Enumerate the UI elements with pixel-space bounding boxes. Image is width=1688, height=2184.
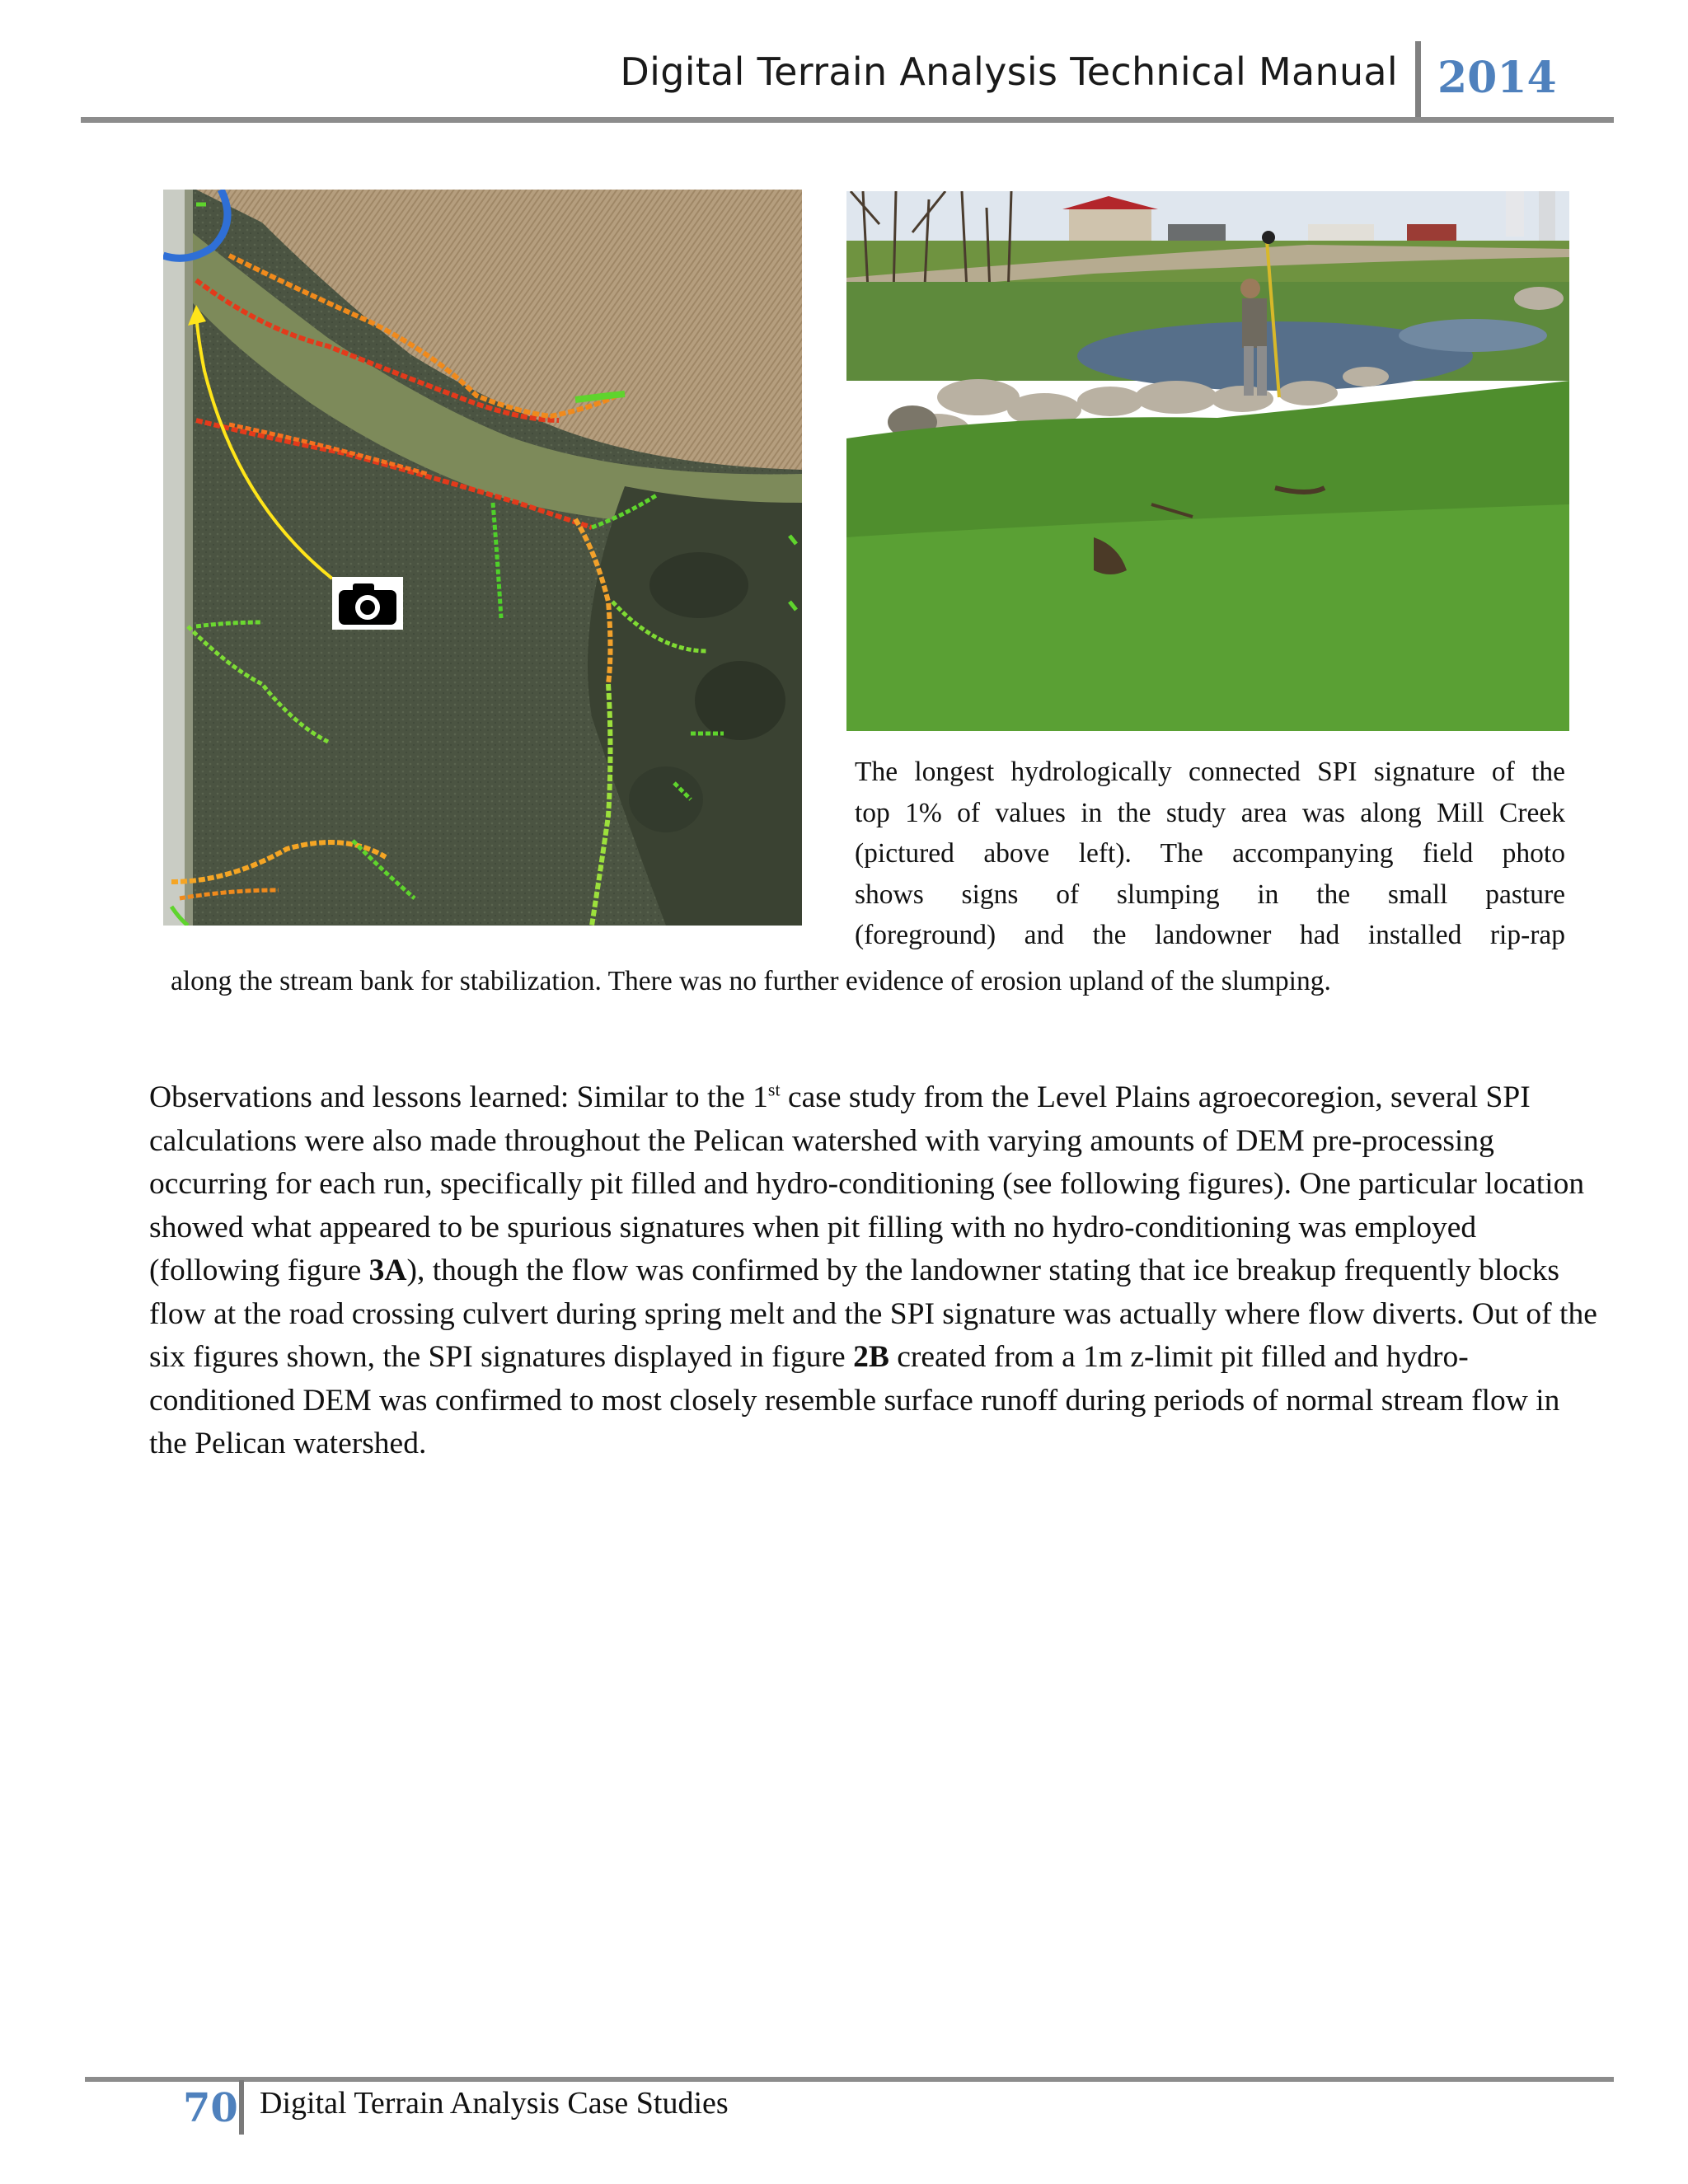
field-photo	[846, 191, 1569, 731]
camera-icon	[332, 577, 403, 630]
figure-caption-continuation: along the stream bank for stabilization. There was no further evidence of erosion upland of the slumping.	[171, 966, 1331, 996]
paragraph-text: created from a 1m z-limit pit filled and hydro-conditioned DEM was confirmed to most closely resemble surface runoff during periods of normal stream flow in the Pelican watershed.	[149, 1340, 1560, 1460]
footer-rule	[85, 2077, 1614, 2082]
spi-map-figure	[163, 190, 802, 926]
ordinal-superscript: st	[767, 1079, 781, 1100]
caption-line: top 1% of values in the study area was along Mill Creek	[855, 797, 1565, 828]
running-header-title: Digital Terrain Analysis Technical Manual	[620, 49, 1398, 94]
header-divider	[1415, 41, 1421, 120]
footer-divider	[239, 2080, 244, 2135]
paragraph-text: Observations and lessons learned: Similar to the 1	[149, 1080, 768, 1114]
caption-line: (pictured above left). The accompanying field photo	[855, 838, 1565, 869]
caption-line: shows signs of slumping in the small pasture	[855, 879, 1565, 910]
header-rule	[81, 117, 1614, 123]
figure-ref: 3A	[368, 1254, 407, 1287]
figure-caption	[855, 752, 1565, 956]
running-header-year: 2014	[1437, 53, 1557, 103]
footer-section-title: Digital Terrain Analysis Case Studies	[260, 2086, 729, 2121]
figure-ref: 2B	[853, 1340, 889, 1374]
observations-paragraph	[149, 1076, 1600, 1466]
paragraph-text: case study from the Level Plains agroecoregion, several SPI calculations were also made throughout the Pelican watershed with varying amounts of DEM pre-processing occurring for each run, specifically pit filled and hydro-conditioning (see following figures). One particular location showed what appeared to be spurious signatures when pit filling with no hydro-conditioning was employed (following figure	[149, 1080, 1585, 1287]
paragraph-text: ), though the flow was confirmed by the landowner stating that ice breakup frequently blocks flow at the road crossing culvert during spring melt and the SPI signature was actually where flow diverts. Out of the six figures shown, the SPI signatures displayed in figure	[149, 1254, 1597, 1374]
caption-line: (foreground) and the landowner had installed rip-rap	[855, 920, 1565, 950]
caption-line: The longest hydrologically connected SPI signature of the	[855, 757, 1565, 787]
page-number: 70	[183, 2085, 238, 2131]
